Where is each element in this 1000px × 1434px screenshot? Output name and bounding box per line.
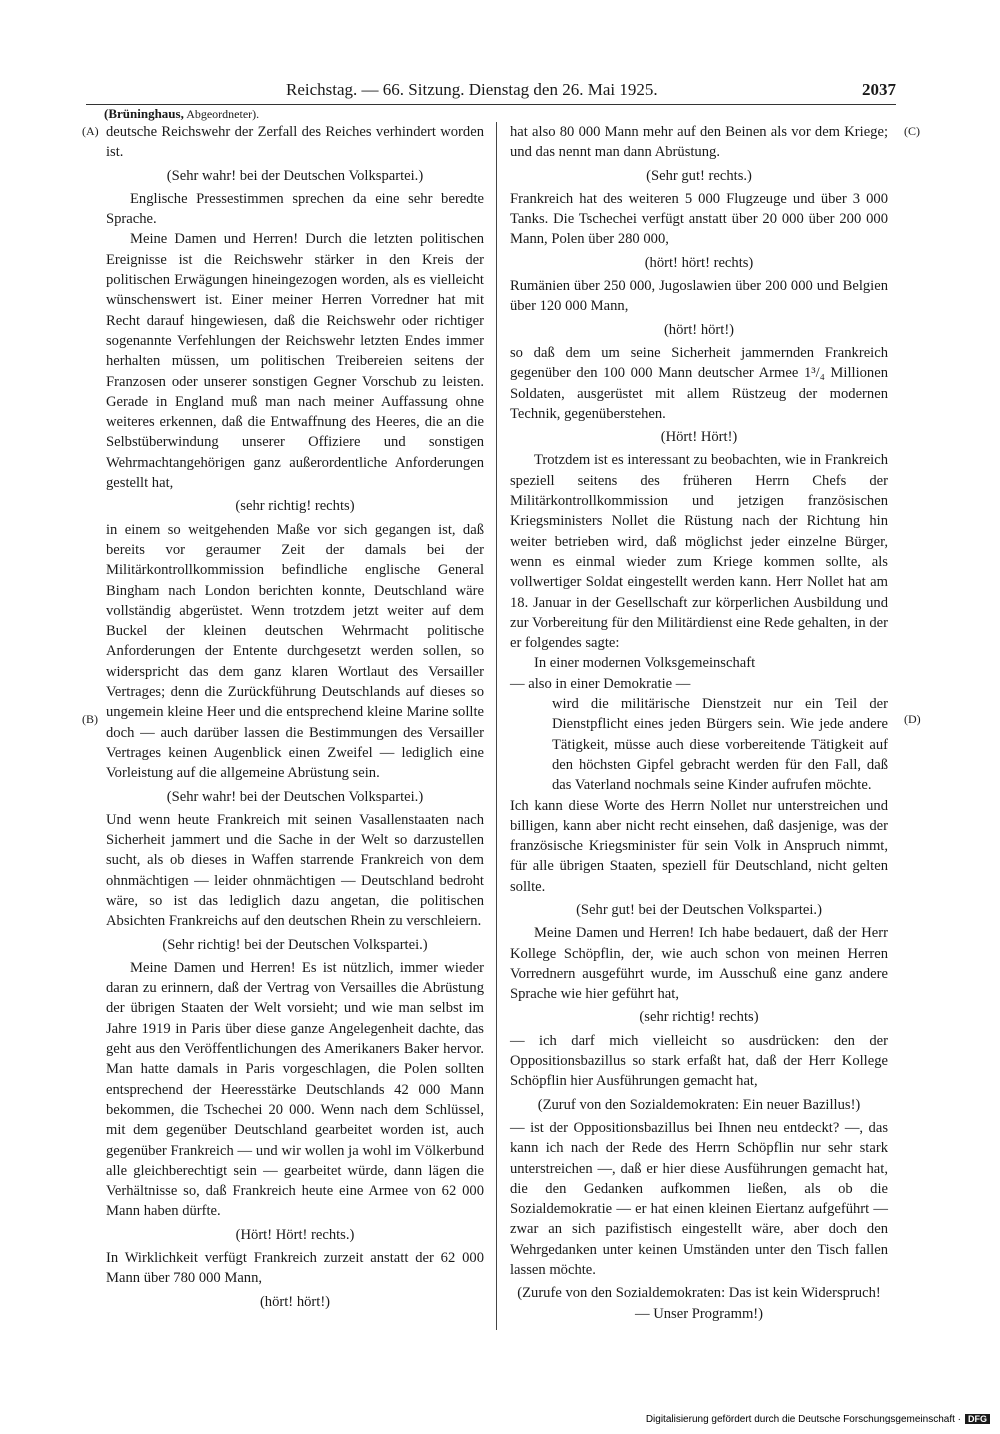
margin-marker-b: (B) <box>82 712 98 726</box>
footer-text: Digitalisierung gefördert durch die Deutsche Forschungsgemeinschaft · <box>645 1414 961 1425</box>
interjection: (hört! hört!) <box>259 1293 331 1310</box>
paragraph: Frankreich hat des weiteren 5 000 Flugzeuge und über 3 000 Tanks. Die Tschechei verfügt anstatt über 20 000 über 200 000 Mann, Polen über 280 000, <box>510 190 888 248</box>
speaker-role: Abgeordneter). <box>186 107 260 121</box>
interjection: (Hört! Hört! rechts.) <box>235 1226 355 1243</box>
interjection: (Sehr richtig! bei der Deutschen Volkspartei.) <box>162 936 428 953</box>
page-header <box>86 80 896 104</box>
interjection: (sehr richtig! rechts) <box>235 498 355 515</box>
paragraph: Rumänien über 250 000, Jugoslawien über 200 000 und Belgien über 120 000 Mann, <box>510 278 888 315</box>
paragraph: in einem so weitgehenden Maße vor sich gegangen ist, daß bereits vor geraumer Zeit der damals bei der Militärkontrollkommission befindliche englische General Bingham nach London berichten konnte, Deutschland wäre vollständig abgerüstet. Wenn trotzdem jetzt weiter auf dem Buckel der kleinen deutschen Wehrmacht politische Anforderungen der Entente durchgesetzt werden sollen, so widerspricht das dem ganz klaren Wortlaut des Versailler Vertrages; denn die Zurückführung Deutschlands auf dieses so ungemein kleine Heer und die entsprechend kleine Marine sollte doch — auch darüber lassen die Bestimmungen des Versailler Vertrages keinen Augenblick einen Zweifel — lediglich eine Vorleistung auf die allgemeine Abrüstung sein. <box>106 521 484 782</box>
quotation: In einer modernen Volksgemeinschaft <box>534 655 756 672</box>
interjection: (Sehr wahr! bei der Deutschen Volkspartei.) <box>166 167 424 184</box>
paragraph: Meine Damen und Herren! Durch die letzten politischen Ereignisse ist die Reichswehr stärker in den Kreis der politischen Erwägungen hineingezogen worden, als es vielleicht wünschenswert ist. Einer meiner Herren Vorredner hat mit Recht darauf hingewiesen, daß die Reichswehr oder richtiger sogenannte Verfehlungen der Reichswehr letzten Endes immer herhalten müssen, um politischen Treibereien seitens der Franzosen oder unserer sonstigen Gegner Vorschub zu leisten. Gerade in England muß man nach meiner Auffassung ohne weiteres erkennen, daß die Entwaffnung des Heeres, die an die Selbstüberwindung unserer Offiziere und sonstigen Wehrmachtangehörigen ganz außerordentliche Anforderungen gestellt hat, <box>106 231 484 492</box>
interjection: (Sehr gut! rechts.) <box>646 167 752 184</box>
paragraph: so daß dem um seine Sicherheit jammernden Frankreich gegenüber den 100 000 Mann deutscher Armee 1³/₄ Millionen Soldaten, ausgerüstet mit allem Rüstzeug der modernen Technik, gegenüberstehen. <box>510 344 888 422</box>
paragraph: Meine Damen und Herren! Ich habe bedauert, daß der Herr Kollege Schöpflin, der, wie auch schon von meinen Herren Vorrednern ausgeführt wurde, im Ausschuß eine ganz andere Sprache wie hier geführt hat, <box>510 925 888 1003</box>
interjection: (hört! hört! rechts) <box>644 254 754 271</box>
interjection: (Sehr gut! bei der Deutschen Volkspartei.) <box>576 901 822 918</box>
margin-marker-d: (D) <box>904 712 921 726</box>
left-column <box>106 122 484 1315</box>
paragraph: — ich darf mich vielleicht so ausdrücken: den der Oppositionsbazillus so stark erfaßt hat, daß der Herr Kollege Schöpflin hier Ausführungen gemacht hat, <box>510 1032 888 1090</box>
paragraph: hat also 80 000 Mann mehr auf den Beinen als vor dem Kriege; und das nennt man dann Abrüstung. <box>510 124 888 161</box>
speaker-line <box>104 106 259 122</box>
paragraph: In Wirklichkeit verfügt Frankreich zurzeit anstatt der 62 000 Mann über 780 000 Mann, <box>106 1250 484 1287</box>
speaker-name: (Brüninghaus, <box>104 106 184 121</box>
right-column <box>510 122 888 1327</box>
paragraph: Und wenn heute Frankreich mit seinen Vasallenstaaten nach Sicherheit jammert und die Sache in der Welt so darzustellen sucht, als ob dieses in Waffen starrende Frankreich von dem ohnmächtigen — leider ohnmächtigen — Deutschland bedroht wäre, so ist das lediglich dazu angetan, die politischen Absichten Frankreichs auf den deutschen Rhein zu verschleiern. <box>106 811 484 930</box>
running-title: Reichstag. — 66. Sitzung. Dienstag den 26. Mai 1925. <box>286 80 658 99</box>
footer-credit <box>646 1414 990 1425</box>
paragraph: Trotzdem ist es interessant zu beobachten, wie in Frankreich speziell seitens des früheren Herrn Chefs der Militärkontrollkommission und jetzigen französischen Kriegsministers Nollet die Rüstung nach der Richtung hin weiter betrieben wird, daß möglichst jeder einzelne Bürger, wenn es einmal wieder zum Kriege kommen sollte, als vollwertiger Soldat eingestellt werden kann. Herr Nollet hat am 18. Januar in der Gesellschaft zur körperlichen Ausbildung und zur Vorbereitung für den Militärdienst eine Rede gehalten, in der er folgendes sagte: <box>510 452 888 652</box>
interjection: (Zuruf von den Sozialdemokraten: Ein neuer Bazillus!) <box>537 1096 861 1113</box>
margin-marker-c: (C) <box>904 124 920 138</box>
paragraph: — ist der Oppositionsbazillus bei Ihnen neu entdeckt? —, das kann ich nach der Rede des Herrn Schöpflin nur sehr stark unterstreichen —, daß er hier diese Ausführungen gemacht hat, die den Gedanken aufkommen ließen, als ob die Sozialdemokratie — er hat einen kleinen Eiertanz aufgeführt — zwar an sich pazifistisch eingestellt wäre, aber doch den Wehrgedanken unter keinen Umständen unter den Tisch fallen lassen möchte. <box>510 1119 888 1279</box>
paragraph: deutsche Reichswehr der Zerfall des Reiches verhindert worden ist. <box>106 124 484 161</box>
dfg-logo: DFG <box>965 1414 990 1424</box>
interjection: (hört! hört!) <box>663 321 735 338</box>
header-rule <box>86 104 896 105</box>
paragraph: Englische Pressestimmen sprechen da eine sehr beredte Sprache. <box>106 190 484 228</box>
margin-marker-a: (A) <box>82 124 99 138</box>
interjection-inline: — also in einer Demokratie — <box>510 675 691 692</box>
interjection: (Zurufe von den Sozialdemokraten: Das ist kein Widerspruch! — Unser Programm!) <box>517 1285 881 1322</box>
interjection: (sehr richtig! rechts) <box>639 1009 759 1026</box>
quotation: wird die militärische Dienstzeit nur ein Teil der Dienstpflicht eines jeden Bürgers sein. Wie jede andere Tätigkeit, müsse auch diese vorbereitende Tätigkeit auf den höchsten Gipfel gebracht werden für den Fall, daß das Vaterland nochmals seine Kinder aufrufen möchte. <box>552 696 888 794</box>
interjection: (Hört! Hört!) <box>660 429 738 446</box>
paragraph: Ich kann diese Worte des Herrn Nollet nur unterstreichen und billigen, kann aber nicht recht einsehen, daß dasjenige, was der französische Kriegsminister für sein Volk in Anspruch nimmt, für alle übrigen Staaten, speziell für Deutschland, nicht gelten sollte. <box>510 797 888 895</box>
interjection: (Sehr wahr! bei der Deutschen Volkspartei.) <box>166 788 424 805</box>
page-number: 2037 <box>862 80 896 99</box>
column-divider <box>496 122 497 1330</box>
paragraph: Meine Damen und Herren! Es ist nützlich, immer wieder daran zu erinnern, daß der Vertrag von Versailles die Abrüstung der übrigen Staaten der Welt vorsieht; und wie man selbst im Jahre 1919 in Paris über diese ganze Angelegenheit dachte, das geht aus den Veröffentlichungen des Amerikaners Baker hervor. Man hatte damals in Paris vorgeschlagen, die Polen sollten entsprechend der Heeresstärke Deutschlands 42 000 Mann bekommen, die Tschechei 20 000. Wenn nach dem Schlüssel, mit dem gegenüber Deutschland gearbeitet worden ist, auch gegenüber Frankreich — und wir wollen ja wohl im Völkerbund alle gleichberechtigt sein — gearbeitet würde, dann lägen die Verhältnisse so, daß Frankreich heute eine Armee von 62 000 Mann haben dürfte. <box>106 959 484 1220</box>
